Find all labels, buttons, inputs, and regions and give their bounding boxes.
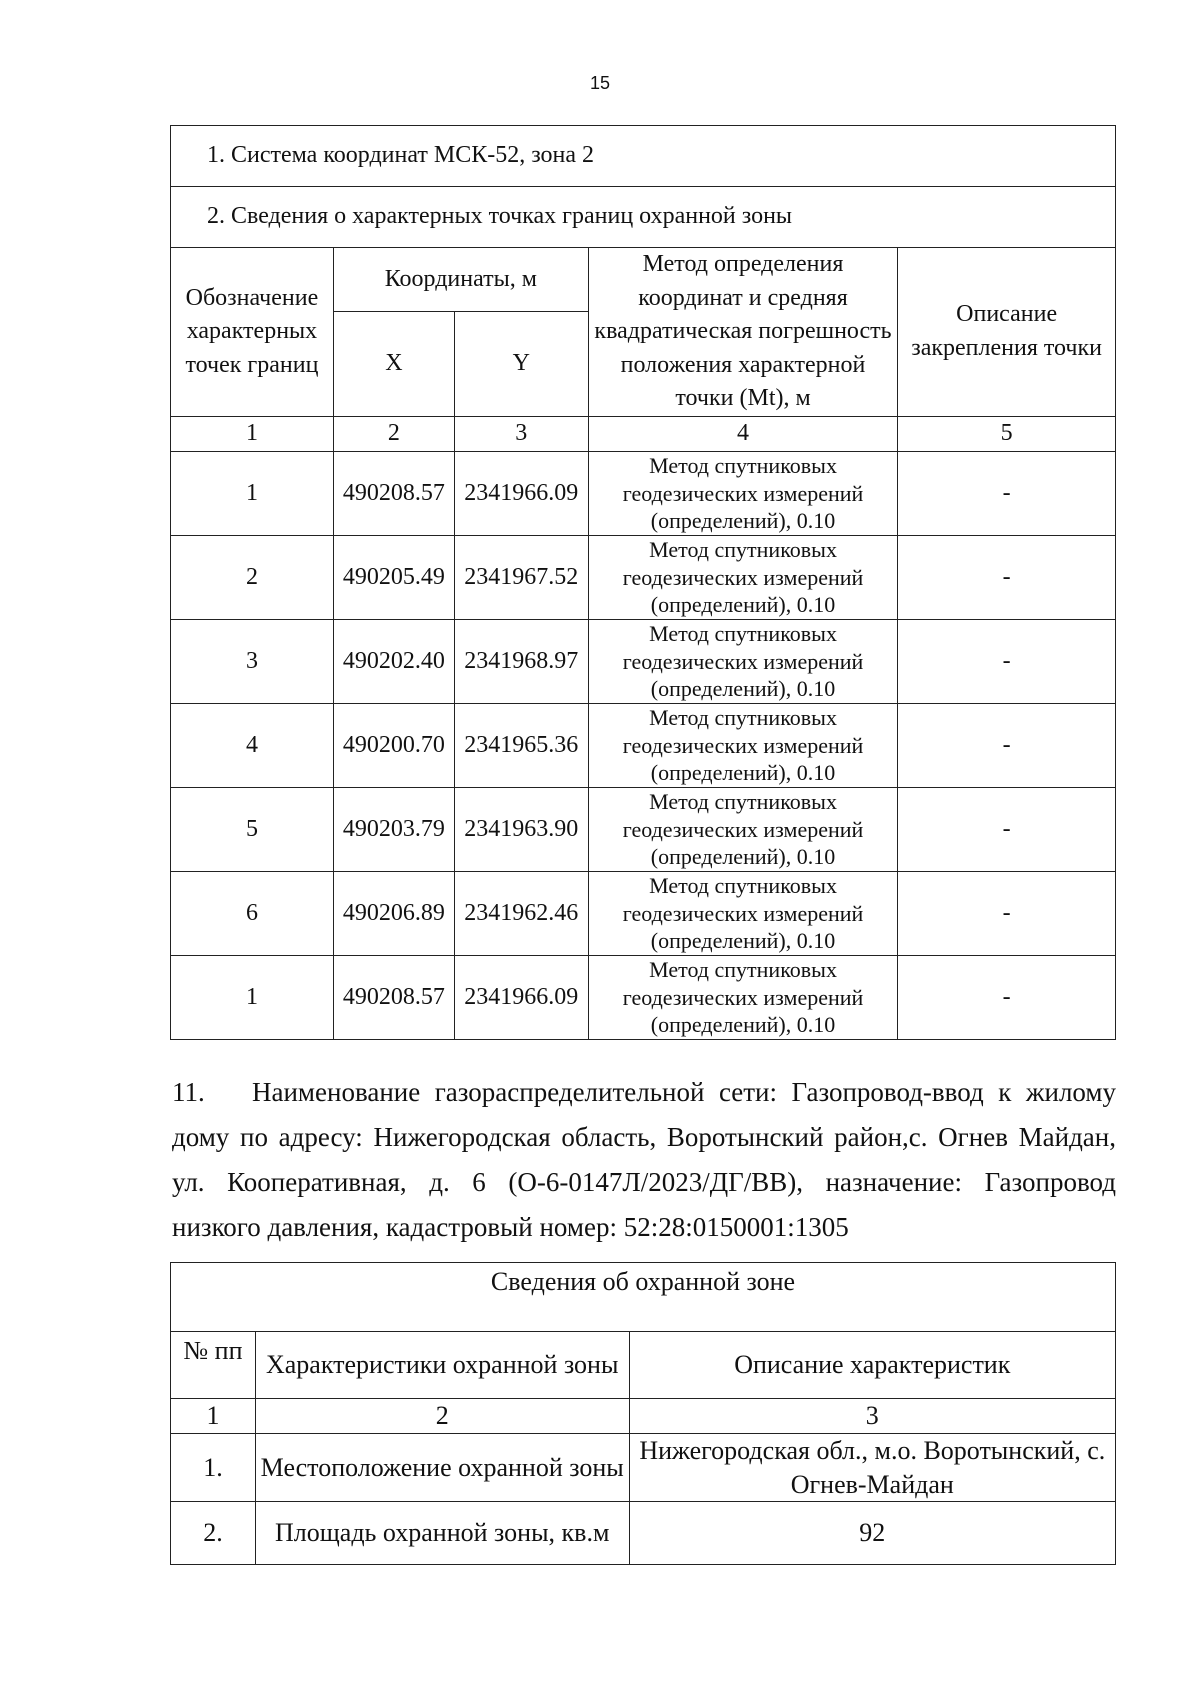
coordinate-system-heading: 1. Система координат МСК-52, зона 2	[171, 126, 1116, 187]
boundary-points-table	[170, 125, 1116, 1040]
method: Метод спутниковых геодезических измерений (определений), 0.10	[588, 787, 898, 871]
fixing-description: -	[898, 871, 1116, 955]
fixing-description: -	[898, 451, 1116, 535]
header-y: Y	[454, 312, 588, 417]
y-coord: 2341966.09	[454, 451, 588, 535]
protection-zone-table	[170, 1262, 1116, 1565]
point-id: 1	[171, 955, 334, 1039]
paragraph-number: 11.	[172, 1077, 205, 1107]
method: Метод спутниковых геодезических измерений (определений), 0.10	[588, 955, 898, 1039]
characteristic: Местоположение охранной зоны	[255, 1433, 629, 1502]
fixing-description: -	[898, 619, 1116, 703]
header-method: Метод определения координат и средняя квадратическая погрешность положения характерной точки (Mt), м	[588, 248, 898, 417]
characteristic: Площадь охранной зоны, кв.м	[255, 1502, 629, 1565]
y-coord: 2341967.52	[454, 535, 588, 619]
x-coord: 490200.70	[333, 703, 454, 787]
table-row	[171, 1433, 1116, 1502]
col-number: 1	[171, 1399, 256, 1434]
col-number: 3	[629, 1399, 1115, 1434]
y-coord: 2341963.90	[454, 787, 588, 871]
x-coord: 490205.49	[333, 535, 454, 619]
header-description: Описание закрепления точки	[898, 248, 1116, 417]
x-coord: 490206.89	[333, 871, 454, 955]
row-number: 2.	[171, 1502, 256, 1565]
boundary-points-heading: 2. Сведения о характерных точках границ охранной зоны	[171, 187, 1116, 248]
point-id: 5	[171, 787, 334, 871]
method: Метод спутниковых геодезических измерений (определений), 0.10	[588, 703, 898, 787]
table-row	[171, 1502, 1116, 1565]
point-id: 6	[171, 871, 334, 955]
col-number: 2	[255, 1399, 629, 1434]
y-coord: 2341966.09	[454, 955, 588, 1039]
y-coord: 2341965.36	[454, 703, 588, 787]
paragraph-text: Наименование газораспределительной сети: Газопровод-ввод к жилому дому по адресу: Нижегородская область, Воротынский район,с. Огнев Майдан, ул. Кооперативная, д. 6 (О-6-0147Л/2023/ДГ/ВВ), назначение: Газопровод низкого давления, кадастровый номер: 52:28:0150001:1305	[172, 1077, 1116, 1242]
table-row	[171, 535, 1116, 619]
header-point: Обозначение характерных точек границ	[171, 248, 334, 417]
network-description-paragraph	[172, 1070, 1116, 1250]
point-id: 2	[171, 535, 334, 619]
table-row	[171, 871, 1116, 955]
point-id: 3	[171, 619, 334, 703]
point-id: 4	[171, 703, 334, 787]
method: Метод спутниковых геодезических измерений (определений), 0.10	[588, 451, 898, 535]
y-coord: 2341968.97	[454, 619, 588, 703]
x-coord: 490208.57	[333, 451, 454, 535]
header-characteristic: Характеристики охранной зоны	[255, 1332, 629, 1399]
col-number: 1	[171, 416, 334, 451]
y-coord: 2341962.46	[454, 871, 588, 955]
header-num: № пп	[171, 1332, 256, 1399]
fixing-description: -	[898, 787, 1116, 871]
row-number: 1.	[171, 1433, 256, 1502]
fixing-description: -	[898, 535, 1116, 619]
table-row	[171, 955, 1116, 1039]
header-x: X	[333, 312, 454, 417]
characteristic-value: 92	[629, 1502, 1115, 1565]
table-row	[171, 787, 1116, 871]
table-row	[171, 703, 1116, 787]
header-description: Описание характеристик	[629, 1332, 1115, 1399]
fixing-description: -	[898, 703, 1116, 787]
page-number: 15	[589, 73, 611, 93]
method: Метод спутниковых геодезических измерений (определений), 0.10	[588, 619, 898, 703]
method: Метод спутниковых геодезических измерений (определений), 0.10	[588, 871, 898, 955]
x-coord: 490208.57	[333, 955, 454, 1039]
col-number: 5	[898, 416, 1116, 451]
method: Метод спутниковых геодезических измерений (определений), 0.10	[588, 535, 898, 619]
x-coord: 490202.40	[333, 619, 454, 703]
col-number: 4	[588, 416, 898, 451]
table-row	[171, 451, 1116, 535]
table-row	[171, 619, 1116, 703]
col-number: 2	[333, 416, 454, 451]
zone-table-title: Сведения об охранной зоне	[171, 1263, 1116, 1332]
col-number: 3	[454, 416, 588, 451]
header-coords: Координаты, м	[333, 248, 588, 312]
fixing-description: -	[898, 955, 1116, 1039]
x-coord: 490203.79	[333, 787, 454, 871]
point-id: 1	[171, 451, 334, 535]
characteristic-value: Нижегородская обл., м.о. Воротынский, с. Огнев-Майдан	[629, 1433, 1115, 1502]
